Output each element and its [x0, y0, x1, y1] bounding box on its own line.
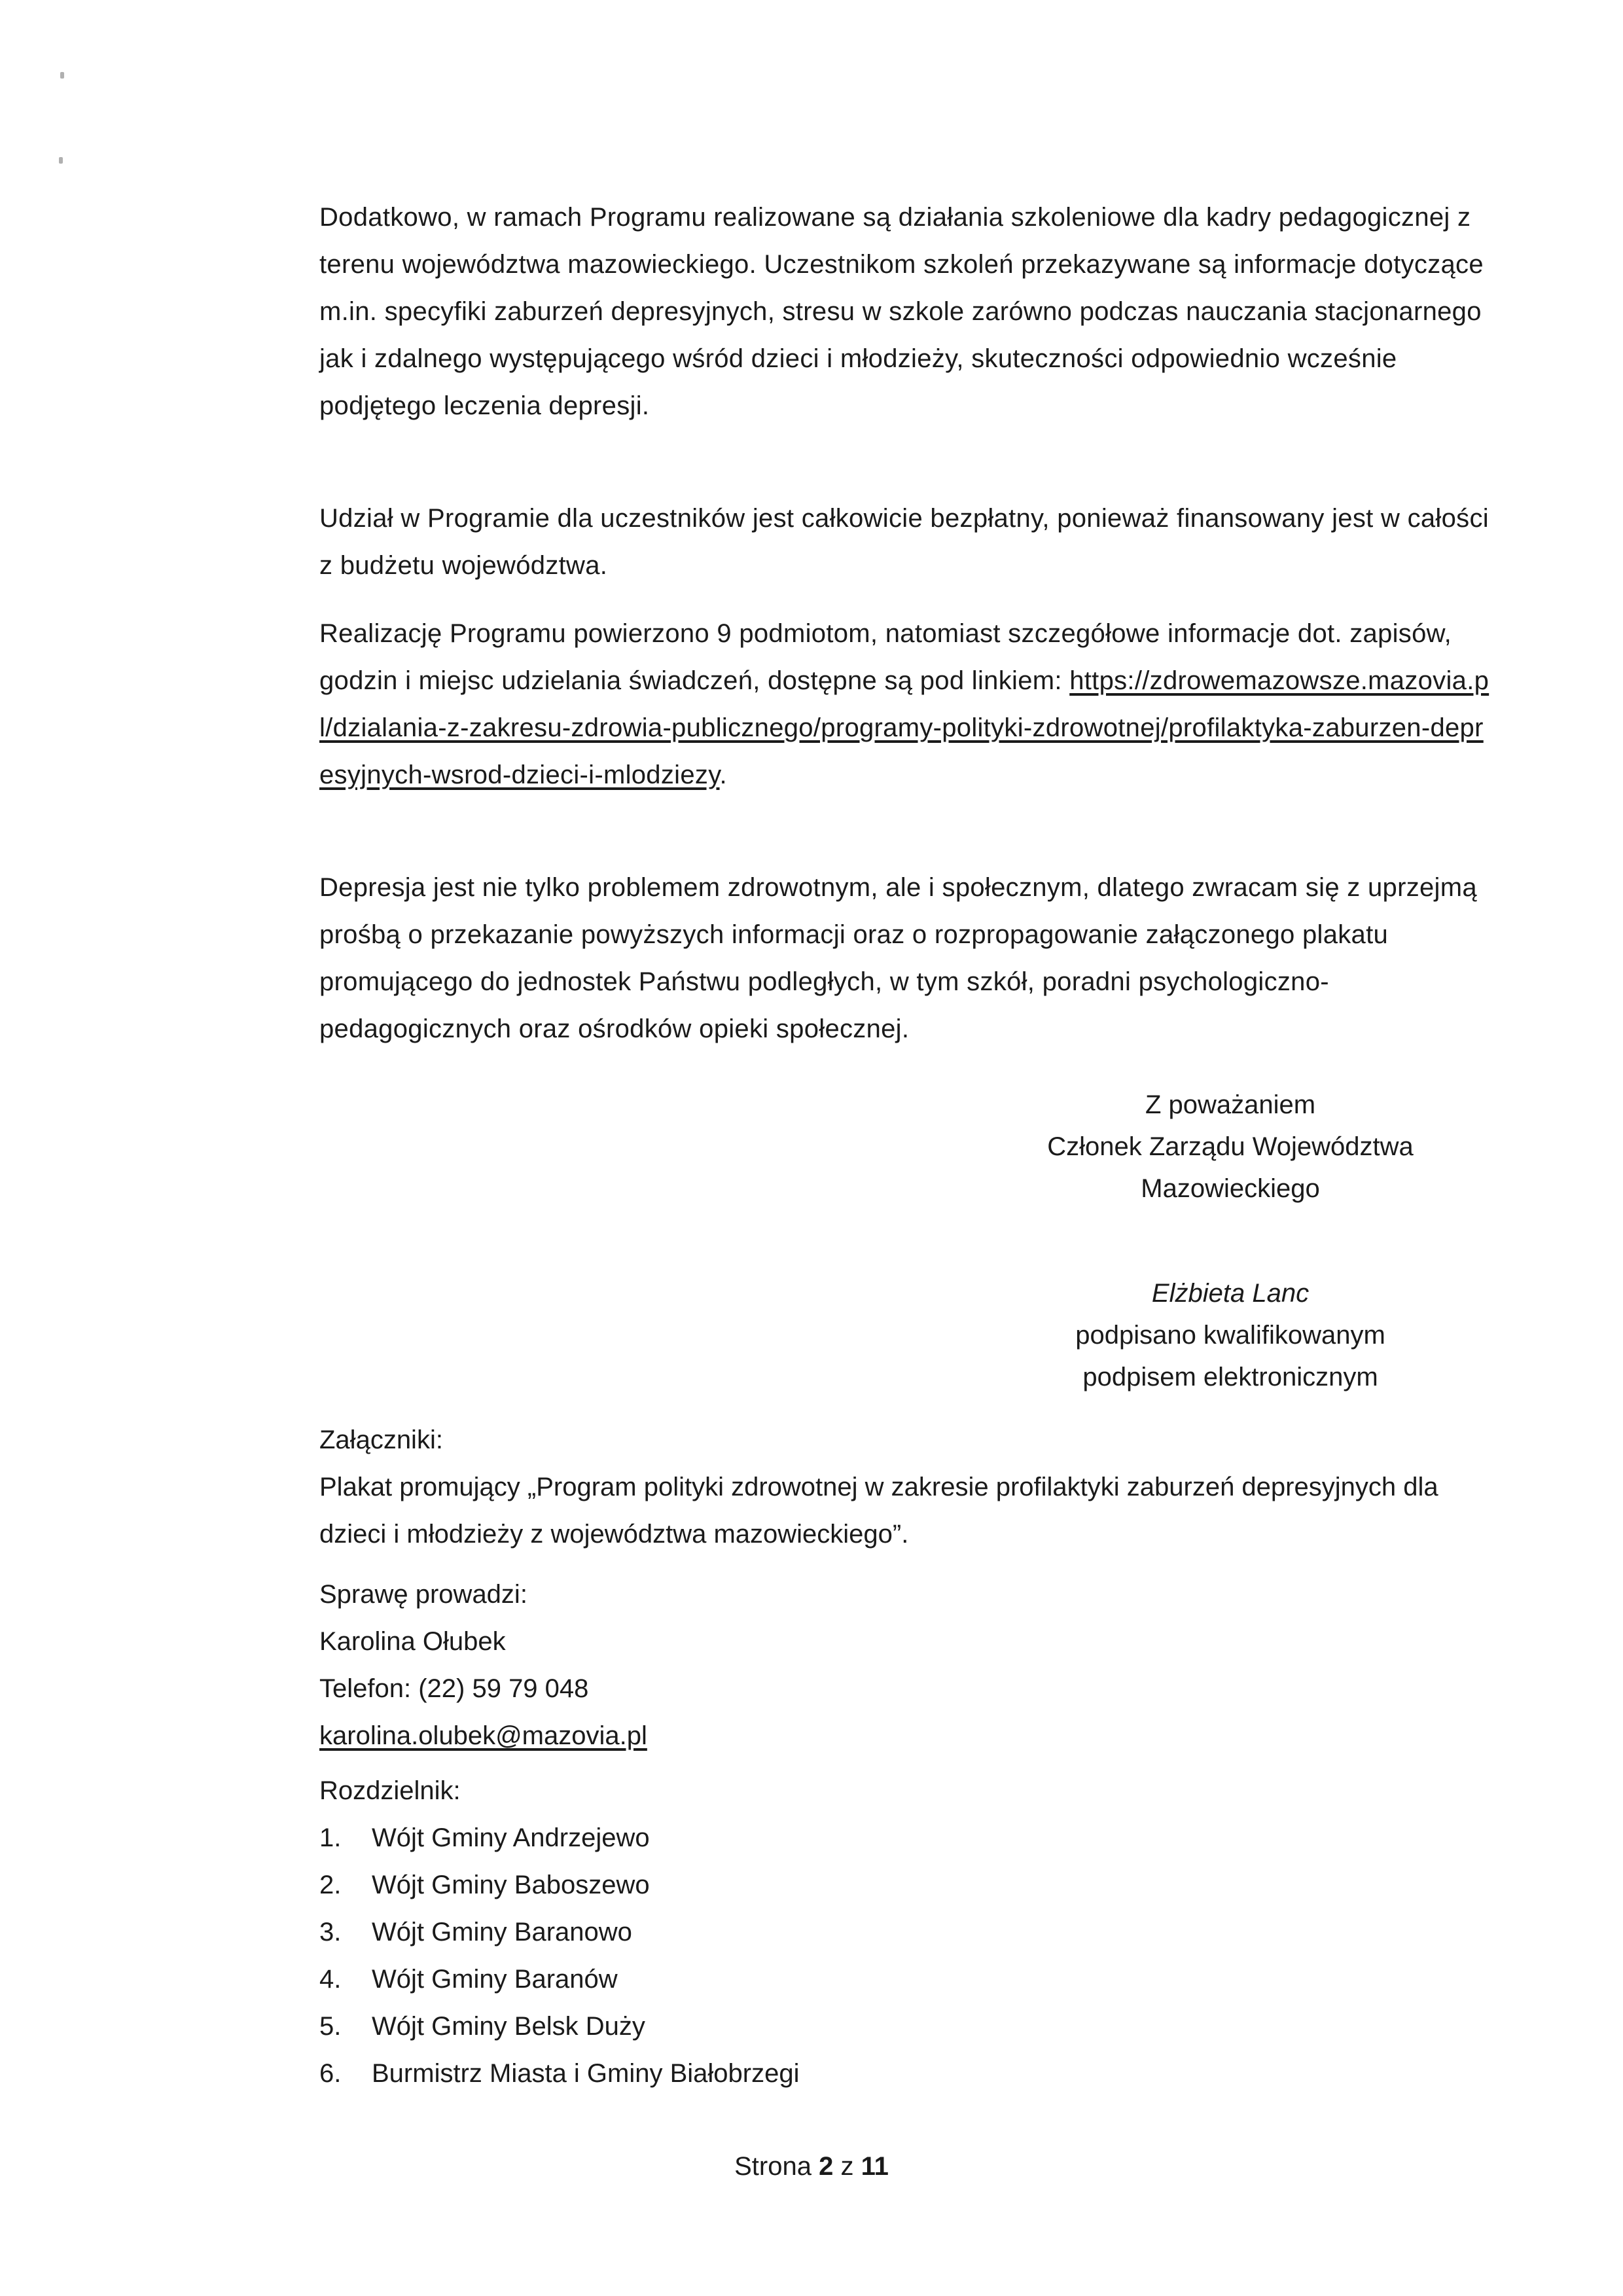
current-page-number: 2 [819, 2152, 834, 2181]
page-label: Strona [734, 2152, 812, 2181]
scan-speck [59, 157, 63, 164]
attachments-text: Plakat promujący „Program polityki zdrowotnej w zakresie profilaktyki zaburzeń depresyjnych dla dzieci i młodzieży z województwa mazowieckiego”. [319, 1473, 1438, 1549]
contact-phone: Telefon: (22) 59 79 048 [319, 1674, 589, 1703]
list-item [319, 1909, 1497, 1956]
list-item-number: 1. [319, 1823, 342, 1852]
distribution-block [319, 1767, 1497, 2097]
signature-note-line1: podpisano kwalifikowanym [1075, 1321, 1385, 1350]
paragraph-free-participation [319, 495, 1497, 589]
page-footer [0, 2147, 1623, 2186]
list-item-number: 3. [319, 1918, 342, 1946]
list-item [319, 2003, 1497, 2050]
page-of-label: z [840, 2152, 854, 2181]
list-item-number: 2. [319, 1871, 342, 1899]
paragraph-program-details-text: Realizację Programu powierzono 9 podmiotom, natomiast szczegółowe informacje dot. zapisów, godzin i miejsc udzielania świadczeń, dostępne są pod linkiem: [319, 619, 1452, 695]
closing-title-line2: Mazowieckiego [1141, 1174, 1320, 1203]
contact-name: Karolina Ołubek [319, 1627, 506, 1656]
list-item [319, 1814, 1497, 1861]
paragraph-program-details-end: . [719, 761, 727, 789]
total-pages-number: 11 [861, 2152, 889, 2181]
signer-name: Elżbieta Lanc [1151, 1279, 1310, 1308]
distribution-heading: Rozdzielnik: [319, 1776, 461, 1805]
list-item [319, 1956, 1497, 2003]
list-item [319, 1861, 1497, 1909]
paragraph-request-text: Depresja jest nie tylko problemem zdrowotnym, ale i społecznym, dlatego zwracam się z uprzejmą prośbą o przekazanie powyższych informacji oraz o rozpropagowanie załączonego plakatu promującego do jednostek Państwu podległych, w tym szkół, poradni psychologiczno-pedagogicznych oraz ośrodków opieki społecznej. [319, 873, 1477, 1043]
list-item-text: Wójt Gminy Baboszewo [372, 1871, 650, 1899]
closing-salutation: Z poważaniem [1145, 1090, 1316, 1119]
scan-speck [60, 72, 64, 79]
list-item-text: Wójt Gminy Belsk Duży [372, 2012, 645, 2041]
closing-title-line1: Członek Zarządu Województwa [1047, 1132, 1414, 1161]
list-item-number: 5. [319, 2012, 342, 2041]
attachments-heading: Załączniki: [319, 1426, 443, 1454]
program-info-link[interactable]: https://zdrowemazowsze.mazovia.pl/dzialania-z-zakresu-zdrowia-publicznego/programy-polityki-zdrowotnej/profilaktyka-zaburzen-depresyjnych-wsrod-dzieci-i-mlodziezy [319, 666, 1489, 789]
paragraph-training [319, 194, 1497, 429]
list-item-number: 6. [319, 2059, 342, 2088]
paragraph-program-details-content [319, 610, 1497, 798]
contact-block [319, 1571, 1497, 1759]
contact-heading: Sprawę prowadzi: [319, 1580, 527, 1609]
attachments-block [319, 1416, 1497, 1558]
list-item-text: Wójt Gminy Baranów [372, 1965, 618, 1994]
list-item-number: 4. [319, 1965, 342, 1994]
paragraph-program-details [319, 610, 1497, 798]
list-item [319, 2050, 1497, 2097]
distribution-list [319, 1814, 1497, 2097]
paragraph-training-text: Dodatkowo, w ramach Programu realizowane są działania szkoleniowe dla kadry pedagogicznej z terenu województwa mazowieckiego. Uczestnikom szkoleń przekazywane są informacje dotyczące m.in. specyfiki zaburzeń depresyjnych, stresu w szkole zarówno podczas nauczania stacjonarnego jak i zdalnego występującego wśród dzieci i młodzieży, skuteczności odpowiednio wcześnie podjętego leczenia depresji. [319, 203, 1484, 420]
paragraph-request [319, 864, 1497, 1052]
signature-note-line2: podpisem elektronicznym [1082, 1363, 1378, 1391]
signer-block [903, 1272, 1558, 1398]
list-item-text: Burmistrz Miasta i Gminy Białobrzegi [372, 2059, 800, 2088]
paragraph-free-participation-text: Udział w Programie dla uczestników jest całkowicie bezpłatny, ponieważ finansowany jest w całości z budżetu województwa. [319, 504, 1489, 580]
list-item-text: Wójt Gminy Baranowo [372, 1918, 632, 1946]
closing-block [903, 1084, 1558, 1210]
list-item-text: Wójt Gminy Andrzejewo [372, 1823, 650, 1852]
contact-email-link[interactable]: karolina.olubek@mazovia.pl [319, 1721, 647, 1750]
